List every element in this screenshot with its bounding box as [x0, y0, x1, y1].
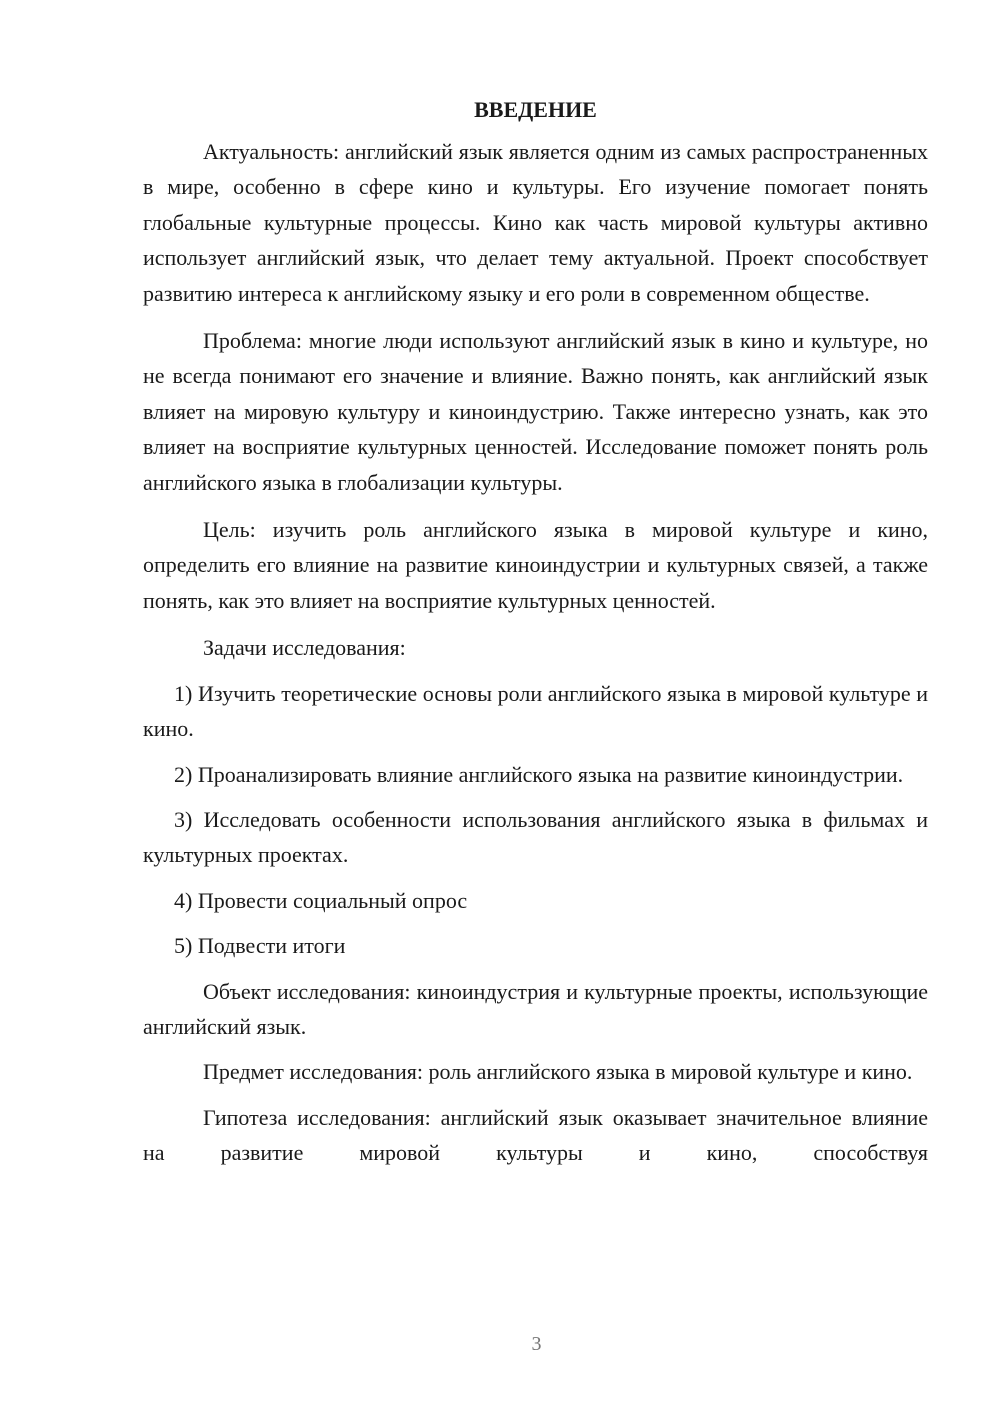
problem-paragraph: Проблема: многие люди используют английский язык в кино и культуре, но не всегда понимают его значение и влияние. Важно понять, как английский язык влияет на мировую культуру и киноиндустрию. Также интересно узнать, как это влияет на восприятие культурных ценностей. Исследование поможет понять роль английского языка в глобализации культуры. — [143, 328, 928, 495]
page-number: 3 — [531, 1333, 542, 1355]
subject-paragraph: Предмет исследования: роль английского языка в мировой культуре и кино. — [203, 1059, 913, 1085]
relevance-paragraph: Актуальность: английский язык является одним из самых распространенных в мире, особенно в сфере кино и культуры. Его изучение помогает понять глобальные культурные процессы. Кино как часть мировой культуры активно использует английский язык, что делает тему актуальной. Проект способствует развитию интереса к английскому языку и его роли в современном обществе. — [143, 139, 928, 306]
task-item: 5) Подвести итоги — [174, 933, 346, 959]
task-item: 2) Проанализировать влияние английского языка на развитие киноиндустрии. — [174, 761, 904, 787]
page-title: ВВЕДЕНИЕ — [474, 97, 597, 122]
tasks-heading: Задачи исследования: — [203, 635, 406, 661]
task-item: 3) Исследовать особенности использования английского языка в фильмах и культурных проектах. — [143, 806, 928, 868]
task-item: 4) Провести социальный опрос — [174, 887, 468, 913]
object-paragraph: Объект исследования: киноиндустрия и культурные проекты, использующие английский язык. — [143, 978, 928, 1039]
hypothesis-paragraph: Гипотеза исследования: английский язык оказывает значительное влияние на развитие мировой культуры и кино, способствуя — [143, 1104, 928, 1166]
goal-paragraph: Цель: изучить роль английского языка в мировой культуре и кино, определить его влияние на развитие киноиндустрии и культурных связей, а также понять, как это влияет на восприятие культурных ценностей. — [143, 517, 928, 613]
page-content — [143, 92, 928, 1171]
task-item: 1) Изучить теоретические основы роли английского языка в мировой культуре и кино. — [143, 680, 928, 742]
